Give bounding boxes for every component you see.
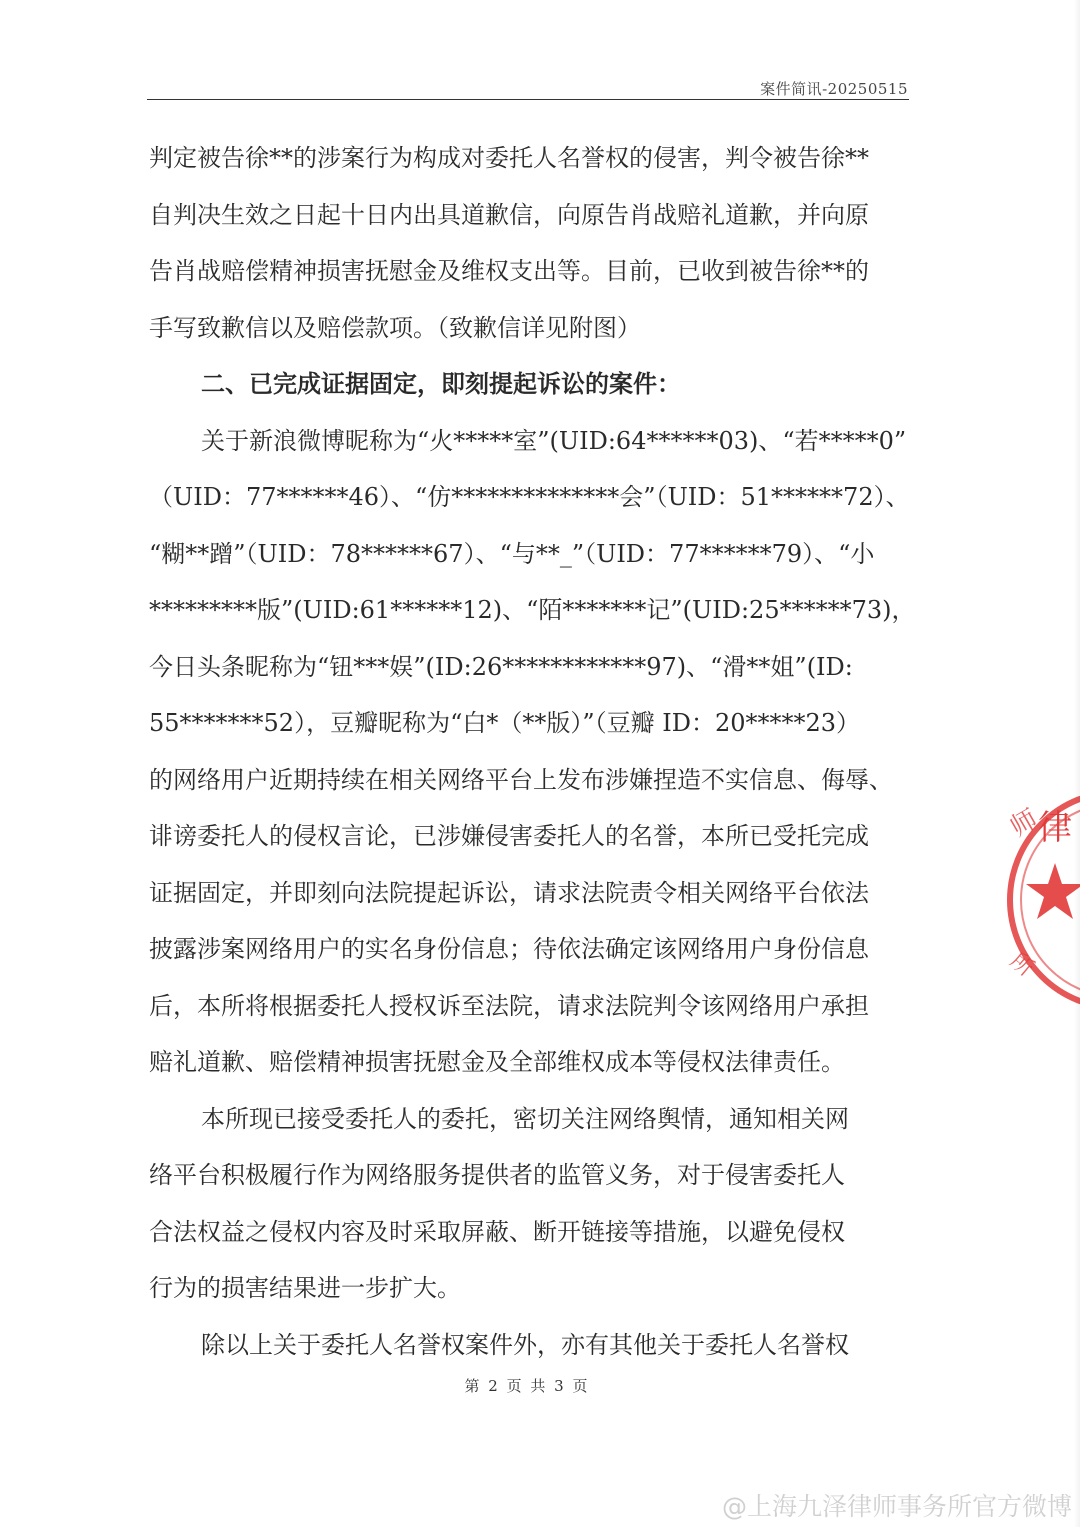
text-line: 自判决生效之日起十日内出具道歉信，向原告肖战赔礼道歉，并向原 — [149, 200, 869, 229]
text-line: 关于新浪微博昵称为“火*****室”(UID:64******03)、“若*****0” — [201, 426, 907, 455]
header-divider — [147, 99, 909, 100]
text-line: 告肖战赔偿精神损害抚慰金及维权支出等。目前，已收到被告徐**的 — [149, 257, 869, 285]
text-line: *********版”(UID:61******12)、“陌*******记”(UID:25******73)， — [149, 596, 916, 624]
document-header: 案件简讯-20250515 — [760, 80, 908, 98]
scan-edge-shadow — [1074, 0, 1080, 1527]
paragraph-judgment-continuation — [149, 130, 909, 356]
text-line: 判定被告徐**的涉案行为构成对委托人名誉权的侵害，判令被告徐** — [149, 144, 869, 172]
weibo-watermark: @上海九泽律师事务所官方微博 — [721, 1492, 1072, 1521]
text-line: 除以上关于委托人名誉权案件外，亦有其他关于委托人名誉权 — [201, 1330, 849, 1359]
text-line: 络平台积极履行作为网络服务提供者的监管义务，对于侵害委托人 — [149, 1161, 845, 1189]
seal-text: 律 — [1038, 808, 1072, 848]
text-line: 证据固定，并即刻向法院提起诉讼，请求法院责令相关网络平台依法 — [149, 878, 869, 907]
text-line: 合法权益之侵权内容及时采取屏蔽、断开链接等措施，以避免侵权 — [149, 1217, 845, 1246]
text-line: 的网络用户近期持续在相关网络平台上发布涉嫌捏造不实信息、侮辱、 — [149, 765, 893, 794]
page-number: 第 2 页 共 3 页 — [464, 1377, 590, 1395]
paragraph-monitoring — [149, 1091, 909, 1317]
text-line: 披露涉案网络用户的实名身份信息；待依法确定该网络用户身份信息 — [149, 935, 869, 963]
svg-text:师: 师 — [1005, 804, 1044, 844]
text-line: 今日头条昵称为“钮***娱”(ID:26************97)、“滑**姐”(ID: — [149, 652, 853, 681]
paragraph-lawsuit-accounts — [149, 413, 916, 1091]
text-line: 诽谤委托人的侵权言论，已涉嫌侵害委托人的名誉，本所已受托完成 — [149, 822, 869, 850]
text-line: 本所现已接受委托人的委托，密切关注网络舆情，通知相关网 — [201, 1104, 849, 1133]
text-line: 后，本所将根据委托人授权诉至法院，请求法院判令该网络用户承担 — [149, 991, 869, 1020]
text-line: 手写致歉信以及赔偿款项。（致歉信详见附图） — [149, 313, 641, 342]
document-body — [149, 130, 916, 1373]
text-line: 55*******52），豆瓣昵称为“白*（**版）”（豆瓣 ID：20*****23） — [149, 709, 861, 737]
paragraph-other-cases — [149, 1317, 909, 1374]
red-star-seal-icon — [1003, 785, 1080, 1019]
text-line: 赔礼道歉、赔偿精神损害抚慰金及全部维权成本等侵权法律责任。 — [149, 1048, 845, 1076]
text-line: “糊**蹭”（UID：78******67）、“与**_”（UID：77******79）、“小 — [149, 539, 875, 568]
svg-text:所: 所 — [1005, 948, 1039, 982]
section-heading — [149, 356, 909, 413]
text-line: 行为的损害结果进一步扩大。 — [149, 1274, 461, 1302]
text-line: （UID：77******46）、“仿**************会”（UID：51******72）、 — [149, 483, 910, 511]
heading-line: 二、已完成证据固定，即刻提起诉讼的案件： — [201, 369, 681, 398]
